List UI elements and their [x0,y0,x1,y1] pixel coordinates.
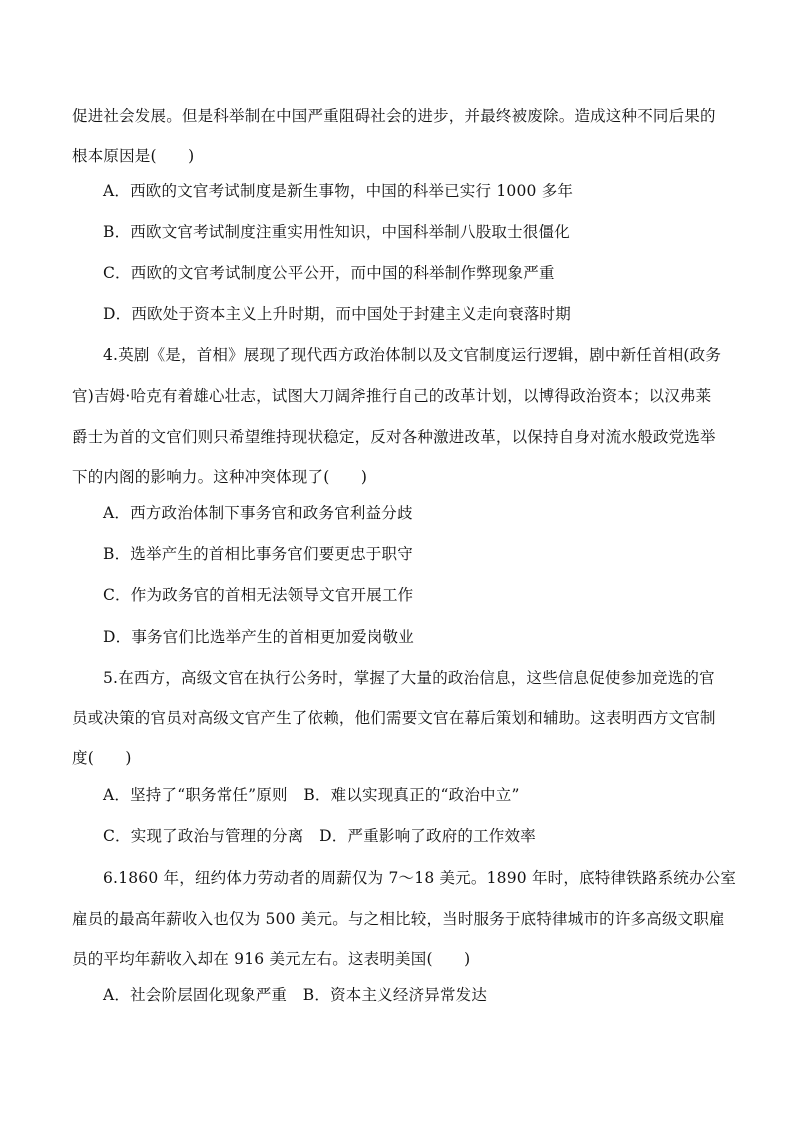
q5-stem-line-2: 员或决策的官员对高级文官产生了依赖，他们需要文官在幕后策划和辅助。这表明西方文官制 [72,709,716,727]
q4-stem-line-2: 官)吉姆·哈克有着雄心壮志，试图大刀阔斧推行自己的改革计划，以博得政治资本；以汉弗莱 [72,387,712,405]
q5-options-row-1: A．坚持了“职务常任”原则 B．难以实现真正的“政治中立” [103,786,520,804]
q4-stem-line-1: 4.英剧《是，首相》展现了现代西方政治体制以及文官制度运行逻辑，剧中新任首相(政务 [103,346,722,364]
q6-stem-line-2: 雇员的最高年薪收入也仅为 500 美元。与之相比较，当时服务于底特律城市的许多高级文职雇 [72,910,725,928]
q5-stem-line-3: 度( ) [72,749,132,767]
q5-stem-line-1: 5.在西方，高级文官在执行公务时，掌握了大量的政治信息，这些信息促使参加竞选的官 [103,669,715,687]
q4-option-c: C．作为政务官的首相无法领导文官开展工作 [103,586,414,604]
q4-stem-line-4: 下的内阁的影响力。这种冲突体现了( ) [72,468,368,486]
q6-stem-line-3: 员的平均年薪收入却在 916 美元左右。这表明美国( ) [72,950,471,968]
q3-option-c: C．西欧的文官考试制度公平公开，而中国的科举制作弊现象严重 [103,264,555,282]
q4-stem-line-3: 爵士为首的文官们则只希望维持现状稳定，反对各种激进改革，以保持自身对流水般政党选举 [72,428,716,446]
q6-options-row-1: A．社会阶层固化现象严重 B．资本主义经济异常发达 [103,986,488,1004]
q3-option-b: B．西欧文官考试制度注重实用性知识，中国科举制八股取士很僵化 [103,223,570,241]
q3-stem-line-2: 根本原因是( ) [72,147,195,165]
q5-options-row-2: C．实现了政治与管理的分离 D．严重影响了政府的工作效率 [103,827,536,845]
q4-option-a: A．西方政治体制下事务官和政务官利益分歧 [103,504,413,522]
q3-option-a: A．西欧的文官考试制度是新生事物，中国的科举已实行 1000 多年 [103,182,574,200]
q6-stem-line-1: 6.1860 年，纽约体力劳动者的周薪仅为 7～18 美元。1890 年时，底特律铁路系统办公室 [103,869,737,887]
q4-option-d: D．事务官们比选举产生的首相更加爱岗敬业 [103,628,414,646]
q3-stem-line-1: 促进社会发展。但是科举制在中国严重阻碍社会的进步，并最终被废除。造成这种不同后果的 [72,107,716,125]
q3-option-d: D．西欧处于资本主义上升时期，而中国处于封建主义走向衰落时期 [103,305,571,323]
q4-option-b: B．选举产生的首相比事务官们要更忠于职守 [103,545,413,563]
